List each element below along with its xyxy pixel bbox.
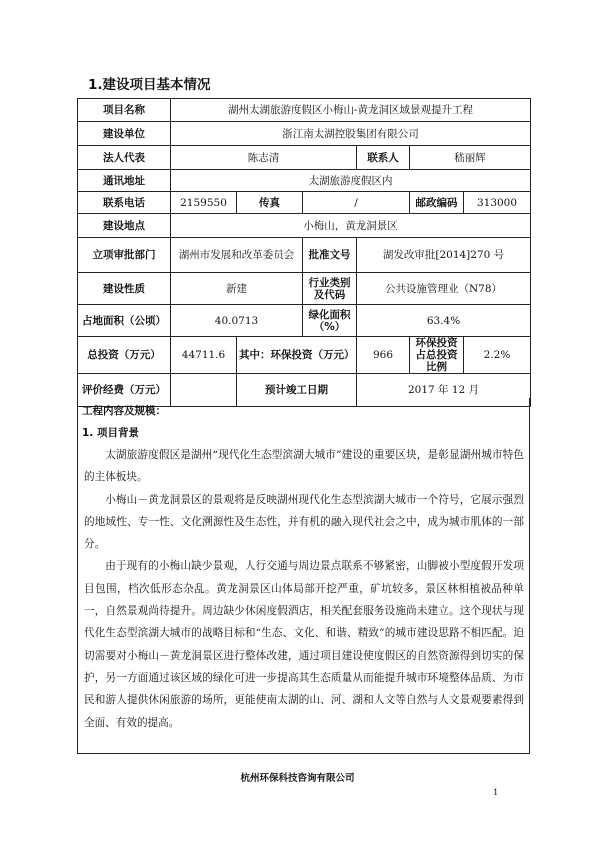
nature-value: 新建: [171, 273, 303, 305]
table-row: [78, 337, 531, 374]
paragraph: 太湖旅游度假区是湖州“现代化生态型滨湖大城市”建设的重要区块，是彰显湖州城市特色的主体板块。: [84, 449, 524, 484]
phone-value: 2159550: [171, 192, 237, 214]
contact-label: 联系人: [357, 146, 410, 170]
approval-dept-label: 立项审批部门: [78, 238, 171, 273]
phone-label: 联系电话: [78, 192, 171, 214]
green-label: 绿化面积（%）: [303, 305, 357, 337]
unit-value: 浙江南太湖控股集团有限公司: [171, 122, 531, 146]
completion-value: 2017 年 12 月: [357, 374, 531, 407]
env-invest-value: 966: [357, 337, 410, 374]
postcode-value: 313000: [464, 192, 531, 214]
background-text: [84, 444, 524, 734]
content-heading: 工程内容及规模：: [82, 405, 166, 417]
invest-label: 总投资（万元）: [78, 337, 171, 374]
industry-label: 行业类别及代码: [303, 273, 357, 305]
table-row: [78, 214, 531, 238]
industry-value: 公共设施管理业（N78）: [357, 273, 531, 305]
approval-no-value: 湖发改审批[2014]270 号: [357, 238, 531, 273]
section-title: 1.建设项目基本情况: [88, 77, 211, 93]
footer-company: 杭州环保科技咨询有限公司: [240, 773, 355, 784]
table-row: [78, 238, 531, 273]
project-name-value: 湖州太湖旅游度假区小梅山-黄龙洞区域景观提升工程: [171, 99, 531, 122]
address-value: 太湖旅游度假区内: [171, 170, 531, 192]
table-row: [78, 273, 531, 305]
table-row: [78, 305, 531, 337]
paragraph: 小梅山－黄龙洞景区的景观将是反映湖州现代化生态型滨湖大城市一个符号，它展示强烈的地域性、专一性、文化溯源性及生态性，并有机的融入现代社会之中，成为城市肌体的一部分。: [84, 493, 524, 551]
nature-label: 建设性质: [78, 273, 171, 305]
completion-label: 预计竣工日期: [237, 374, 357, 407]
page-number: 1: [493, 788, 499, 798]
area-value: 40.0713: [171, 305, 303, 337]
address-label: 通讯地址: [78, 170, 171, 192]
project-content-box: [77, 398, 530, 754]
table-row: [78, 122, 531, 146]
eval-fee-label: 评价经费（万元）: [78, 374, 171, 407]
env-ratio-value: 2.2%: [464, 337, 531, 374]
project-name-label: 项目名称: [78, 99, 171, 122]
unit-label: 建设单位: [78, 122, 171, 146]
env-invest-label: 其中：环保投资（万元）: [237, 337, 357, 374]
table-row: [78, 170, 531, 192]
invest-value: 44711.6: [171, 337, 237, 374]
area-label: 占地面积（公顷）: [78, 305, 171, 337]
paragraph: 由于现有的小梅山缺少景观，人行交通与周边景点联系不够紧密，山脚被小型度假开发项目包围，档次低形态杂乱。黄龙洞景区山体局部开挖严重，矿坑较多，景区林相植被品种单一，自然景观尚待提升。周边缺少休闲度假酒店，相关配套服务设施尚未建立。这个现状与现代化生态型滨湖大城市的战略目标和“生态、文化、和谐、精致”的城市建设思路不相匹配。迫切需要对小梅山－黄龙洞景区进行整体改建，通过项目建设使度假区的自然资源得到切实的保护，另一方面通过该区域的绿化可进一步提高其生态质量从而能提升城市环境整体品质、为市民和游人提供休闲旅游的场所，更能使南太湖的山、河、湖和人文等自然与人文景观要素得到全面、有效的提高。: [84, 560, 524, 729]
table-row: [78, 192, 531, 214]
site-value: 小梅山，黄龙洞景区: [171, 214, 531, 238]
table-row: [78, 99, 531, 122]
contact-value: 嵇丽辉: [410, 146, 531, 170]
approval-no-label: 批准文号: [303, 238, 357, 273]
approval-dept-value: 湖州市发展和改革委员会: [171, 238, 303, 273]
site-label: 建设地点: [78, 214, 171, 238]
env-ratio-label: 环保投资占总投资比例: [410, 337, 464, 374]
background-heading: 1. 项目背景: [82, 427, 139, 439]
green-value: 63.4%: [357, 305, 531, 337]
legal-rep-label: 法人代表: [78, 146, 171, 170]
table-row: [78, 146, 531, 170]
fax-value: /: [303, 192, 410, 214]
fax-label: 传真: [237, 192, 303, 214]
postcode-label: 邮政编码: [410, 192, 464, 214]
project-info-table: [77, 98, 531, 407]
legal-rep-value: 陈志清: [171, 146, 357, 170]
